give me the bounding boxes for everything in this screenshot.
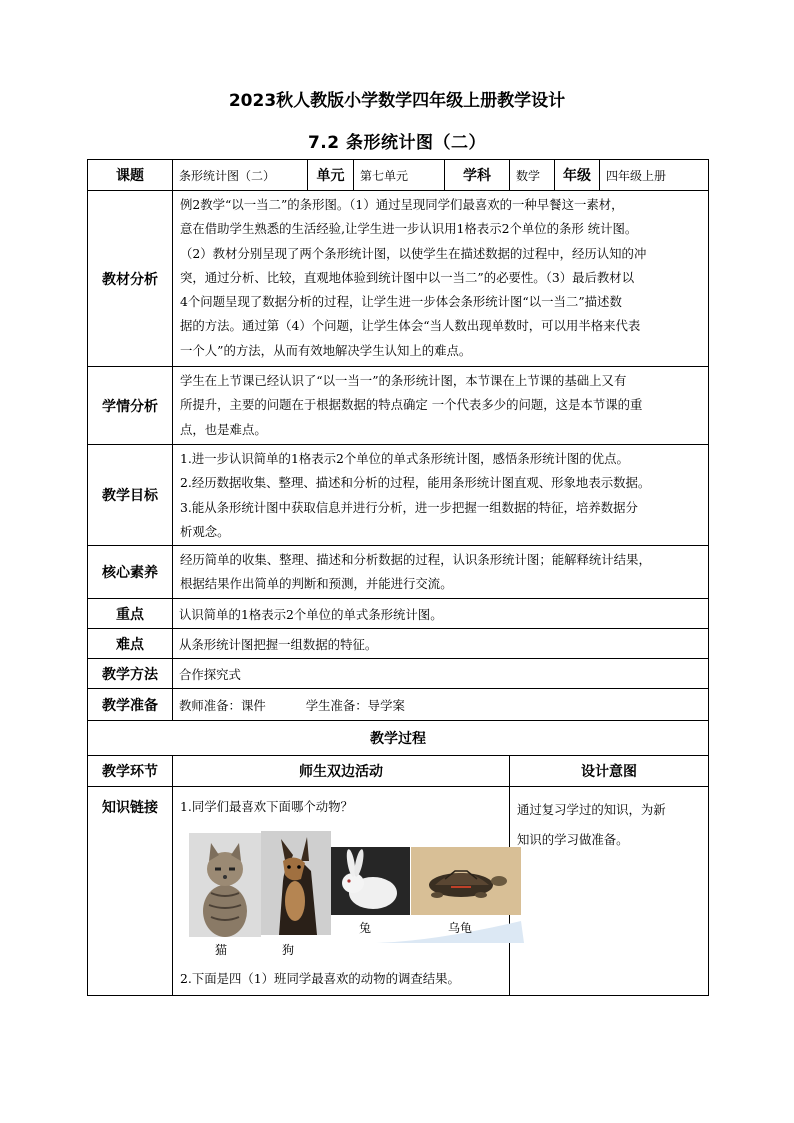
core-literacy-row: [88, 546, 709, 599]
activity-column-header: 师生双边活动: [173, 756, 510, 787]
teaching-goals-text: [173, 445, 709, 546]
teaching-goals-row: [88, 445, 709, 546]
lesson-plan-table: [87, 159, 709, 996]
text-line: 学生在上节课已经认识了“以一当一”的条形统计图，本节课在上节课的基础上又有: [180, 373, 627, 388]
process-header-row: [88, 756, 709, 787]
key-point-text: 认识简单的1格表示2个单位的单式条形统计图。: [173, 599, 709, 629]
preparation-row: [88, 689, 709, 721]
core-literacy-label: 核心素养: [88, 546, 173, 599]
student-analysis-text: [173, 367, 709, 445]
text-line: 据的方法。通过第（4）个问题，让学生体会“当人数出现单数时，可以用半格来代表: [180, 318, 641, 334]
cat-icon: [189, 833, 261, 937]
text-line: 4个问题呈现了数据分析的过程，让学生进一步体会条形统计图“以一当二”描述数: [180, 294, 622, 310]
subject-value: 数学: [510, 160, 555, 191]
teacher-preparation: 教师准备：课件: [179, 697, 266, 713]
subject-label: 学科: [445, 160, 510, 191]
text-line: 意在借助学生熟悉的生活经验,让学生进一步认识用1格表示2个单位的条形 统计图。: [180, 221, 638, 237]
grade-label: 年级: [555, 160, 600, 191]
lesson-title: 7.2 条形统计图（二）: [307, 133, 487, 153]
difficulty-text: 从条形统计图把握一组数据的特征。: [173, 629, 709, 659]
text-line: 2.经历数据收集、整理、描述和分析的过程，能用条形统计图直观、形象地表示数据。: [180, 475, 651, 491]
grade-value: 四年级上册: [600, 160, 709, 191]
topic-value: 条形统计图（二）: [173, 160, 308, 191]
dog-picture: [261, 831, 331, 935]
key-point-label: 重点: [88, 599, 173, 629]
unit-value: 第七单元: [354, 160, 445, 191]
text-line: 例2教学“以一当二”的条形图。（1）通过呈现同学们最喜欢的一种早餐这一素材，: [180, 197, 624, 212]
preparation-label: 教学准备: [88, 689, 173, 721]
text-line: 点，也是难点。: [180, 421, 267, 437]
teaching-goals-label: 教学目标: [88, 445, 173, 546]
difficulty-row: [88, 629, 709, 659]
header-row: [88, 160, 709, 191]
student-analysis-label: 学情分析: [88, 367, 173, 445]
cat-picture: [189, 833, 261, 937]
question-2: 2.下面是四（1）班同学最喜欢的动物的调查结果。: [180, 971, 460, 986]
animal-pictures: [180, 831, 503, 961]
rabbit-icon: [331, 847, 410, 915]
text-line: 经历简单的收集、整理、描述和分析数据的过程，认识条形统计图；能解释统计结果，: [180, 552, 651, 567]
knowledge-link-label: 知识链接: [88, 787, 173, 996]
textbook-analysis-row: [88, 191, 709, 367]
turtle-icon: [411, 847, 521, 915]
animal-caption-dog: 狗: [282, 943, 295, 957]
textbook-analysis-label: 教材分析: [88, 191, 173, 367]
text-line: 突，通过分析、比较，直观地体验到统计图中以一当二”的必要性。（3）最后教材以: [180, 269, 635, 285]
text-line: （2）教材分别呈现了两个条形统计图，以使学生在描述数据的过程中，经历认知的冲: [180, 245, 647, 261]
text-line: 一个人”的方法，从而有效地解决学生认知上的难点。: [180, 342, 472, 358]
key-point-row: [88, 599, 709, 629]
text-line: 所提升，主要的问题在于根据数据的特点确定 一个代表多少的问题，这是本节课的重: [180, 397, 643, 413]
question-1: 1.同学们最喜欢下面哪个动物？: [180, 799, 353, 814]
topic-label: 课题: [88, 160, 173, 191]
rabbit-picture: [331, 847, 410, 915]
stage-column-header: 教学环节: [88, 756, 173, 787]
dog-icon: [261, 831, 331, 935]
process-title: 教学过程: [88, 721, 709, 756]
animal-caption-rabbit: 兔: [359, 921, 372, 935]
core-literacy-text: [173, 546, 709, 599]
document-title: 2023秋人教版小学数学四年级上册教学设计: [228, 91, 566, 111]
student-analysis-row: [88, 367, 709, 445]
textbook-analysis-text: [173, 191, 709, 367]
process-title-row: [88, 721, 709, 756]
difficulty-label: 难点: [88, 629, 173, 659]
student-preparation: 学生准备：导学案: [305, 697, 405, 713]
knowledge-link-row: [88, 787, 709, 996]
animal-caption-cat: 猫: [215, 943, 228, 957]
text-line: 1.进一步认识简单的1格表示2个单位的单式条形统计图，感悟条形统计图的优点。: [180, 451, 629, 466]
text-line: 根据结果作出简单的判断和预测，并能进行交流。: [180, 576, 453, 592]
turtle-picture: [411, 847, 521, 915]
intent-column-header: 设计意图: [510, 756, 709, 787]
text-line: 3.能从条形统计图中获取信息并进行分析，进一步把握一组数据的特征，培养数据分: [180, 499, 638, 515]
intent-cell: [510, 787, 709, 996]
unit-label: 单元: [308, 160, 354, 191]
preparation-text: [173, 689, 709, 721]
activity-cell: [173, 787, 510, 996]
text-line: 通过复习学过的知识，为新: [517, 802, 666, 817]
method-row: [88, 659, 709, 689]
animal-caption-turtle: 乌龟: [448, 921, 473, 935]
method-text: 合作探究式: [173, 659, 709, 689]
text-line: 知识的学习做准备。: [517, 832, 629, 847]
text-line: 析观念。: [180, 523, 230, 539]
method-label: 教学方法: [88, 659, 173, 689]
